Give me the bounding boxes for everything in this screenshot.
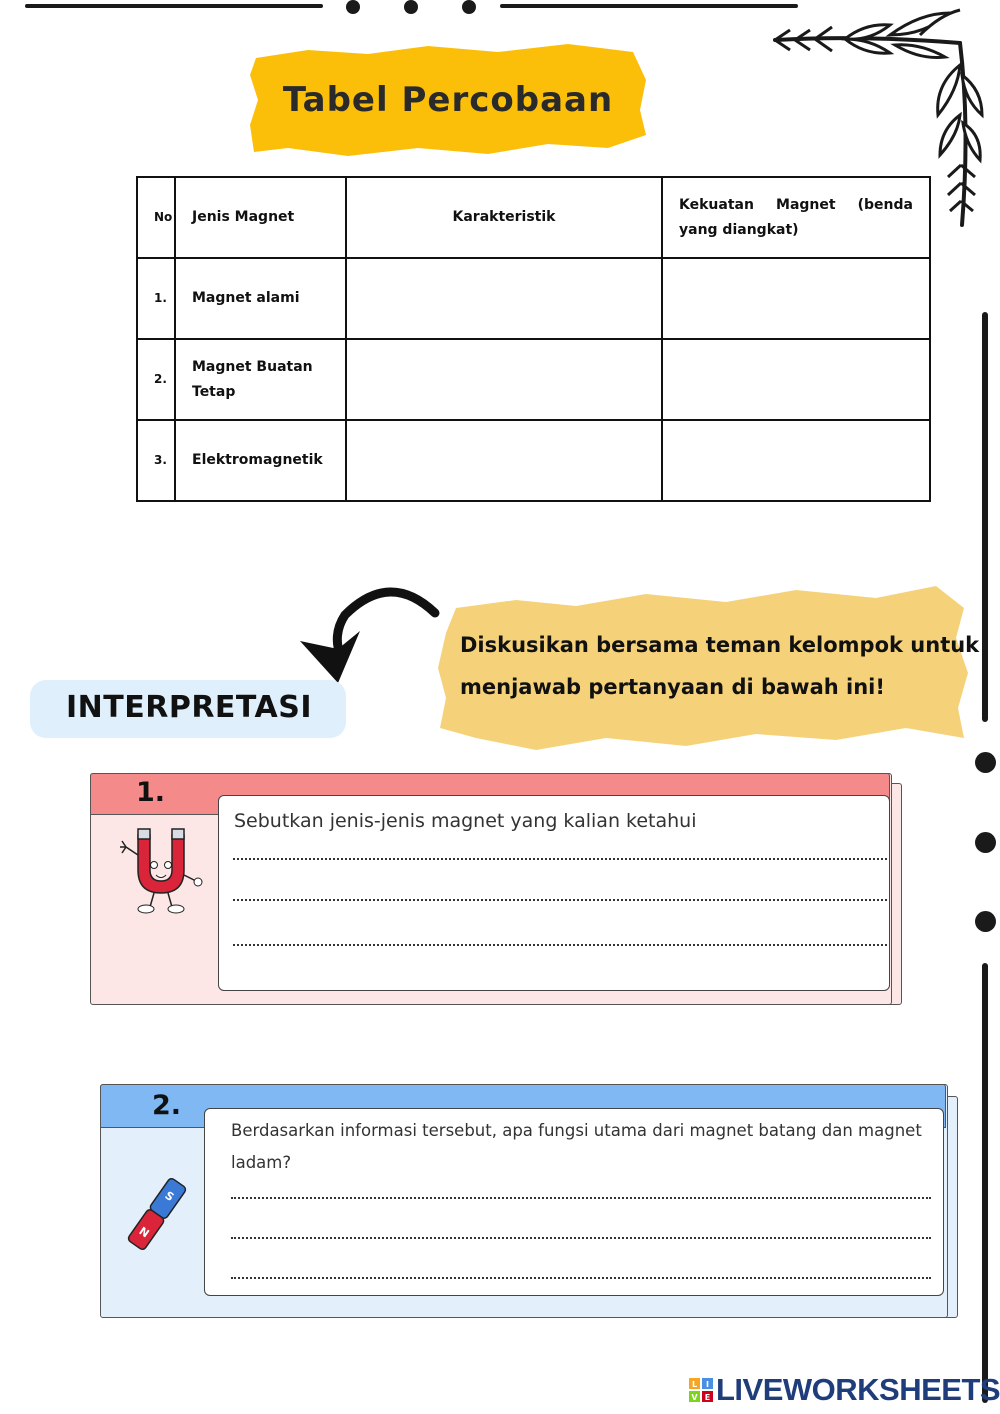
top-dot bbox=[462, 0, 476, 14]
row-jenis: Magnet alami bbox=[175, 258, 346, 339]
page-title: Tabel Percobaan bbox=[282, 80, 614, 120]
right-divider-bottom bbox=[982, 963, 988, 1403]
header-no: No bbox=[137, 177, 175, 258]
header-karakteristik: Karakteristik bbox=[346, 177, 662, 258]
interpretasi-label: INTERPRETASI bbox=[66, 690, 313, 725]
answer-line[interactable] bbox=[231, 1197, 931, 1199]
answer-line[interactable] bbox=[231, 1277, 931, 1279]
right-dot bbox=[975, 752, 996, 773]
experiment-table bbox=[136, 176, 931, 502]
question-card-2 bbox=[100, 1084, 960, 1320]
answer-line[interactable] bbox=[233, 858, 887, 860]
right-dot bbox=[975, 911, 996, 932]
svg-text:S: S bbox=[162, 1188, 177, 1204]
kekuatan-input-cell[interactable] bbox=[662, 339, 930, 420]
question-text: Sebutkan jenis-jenis magnet yang kalian ketahui bbox=[234, 810, 697, 832]
interpretasi-label-box bbox=[30, 680, 346, 738]
answer-line[interactable] bbox=[233, 899, 887, 901]
row-jenis: Magnet Buatan Tetap bbox=[175, 339, 346, 420]
svg-text:L: L bbox=[691, 1380, 698, 1389]
top-dot bbox=[404, 0, 418, 14]
horseshoe-magnet-mascot-icon bbox=[116, 825, 206, 915]
svg-text:V: V bbox=[691, 1393, 698, 1402]
discussion-instruction: Diskusikan bersama teman kelompok untuk menjawab pertanyaan di bawah ini! bbox=[460, 633, 980, 699]
row-number: 2. bbox=[137, 339, 175, 420]
table-header-row bbox=[137, 177, 930, 258]
table-row bbox=[137, 420, 930, 501]
right-divider-top bbox=[982, 312, 988, 722]
row-number: 1. bbox=[137, 258, 175, 339]
liveworksheets-logo-icon bbox=[688, 1377, 714, 1403]
question-number: 1. bbox=[136, 777, 166, 808]
question-text: Berdasarkan informasi tersebut, apa fungsi utama dari magnet batang dan magnet ladam? bbox=[231, 1121, 922, 1172]
title-banner bbox=[248, 40, 648, 160]
curved-arrow-icon bbox=[290, 575, 450, 695]
answer-line[interactable] bbox=[231, 1237, 931, 1239]
row-jenis: Elektromagnetik bbox=[175, 420, 346, 501]
answer-line[interactable] bbox=[233, 944, 887, 946]
karakteristik-input-cell[interactable] bbox=[346, 420, 662, 501]
liveworksheets-brand[interactable] bbox=[688, 1372, 1000, 1408]
row-number: 3. bbox=[137, 420, 175, 501]
table-row bbox=[137, 258, 930, 339]
kekuatan-input-cell[interactable] bbox=[662, 420, 930, 501]
question-number: 2. bbox=[152, 1090, 182, 1121]
kekuatan-input-cell[interactable] bbox=[662, 258, 930, 339]
top-dot bbox=[346, 0, 360, 14]
svg-text:I: I bbox=[706, 1380, 709, 1389]
karakteristik-input-cell[interactable] bbox=[346, 258, 662, 339]
bar-magnet-icon bbox=[122, 1174, 192, 1254]
svg-text:E: E bbox=[704, 1393, 711, 1402]
top-divider-left bbox=[25, 4, 323, 8]
table-row bbox=[137, 339, 930, 420]
karakteristik-input-cell[interactable] bbox=[346, 339, 662, 420]
top-divider-right bbox=[500, 4, 798, 8]
answer-box[interactable] bbox=[218, 795, 890, 991]
svg-text:N: N bbox=[136, 1224, 152, 1241]
header-jenis-magnet: Jenis Magnet bbox=[175, 177, 346, 258]
answer-box[interactable] bbox=[204, 1108, 944, 1296]
right-dot bbox=[975, 832, 996, 853]
brand-text: LIVEWORKSHEETS bbox=[716, 1372, 1000, 1407]
header-kekuatan: Kekuatan Magnet (benda yang diangkat) bbox=[662, 177, 930, 258]
question-card-1 bbox=[90, 773, 902, 1005]
